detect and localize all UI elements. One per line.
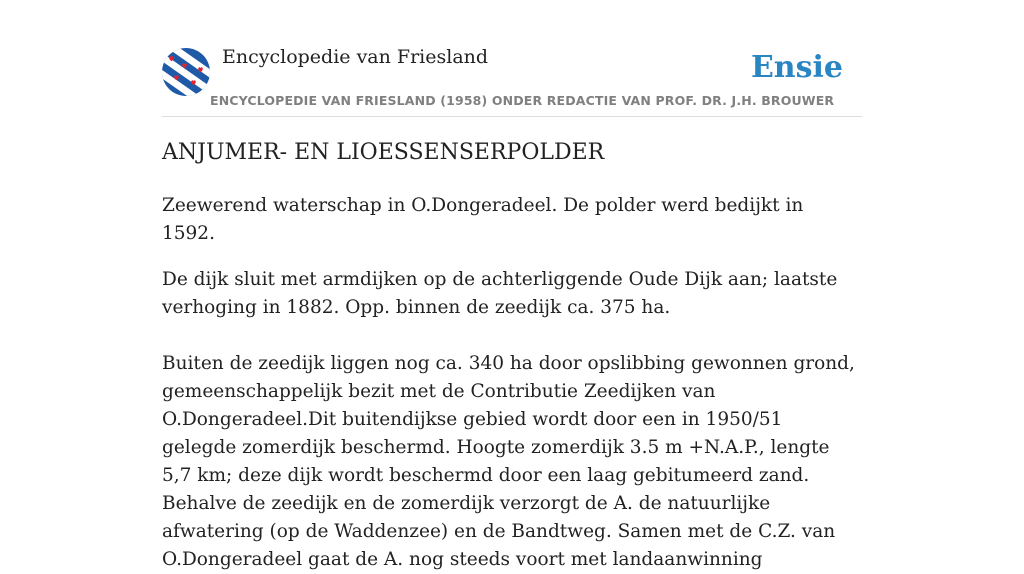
site-header bbox=[162, 46, 862, 117]
article-paragraph: Zeewerend waterschap in O.Dongeradeel. De polder werd bedijkt in 1592. bbox=[162, 195, 804, 244]
article-paragraph: De dijk sluit met armdijken op de achterliggende Oude Dijk aan; laatste verhoging in 1882. Opp. binnen de zeedijk ca. 375 ha. bbox=[162, 269, 838, 318]
article-content bbox=[162, 192, 862, 574]
brand-logo-link[interactable]: Ensie bbox=[750, 50, 843, 85]
site-title-link[interactable]: Encyclopedie van Friesland bbox=[222, 46, 489, 68]
frisian-flag-icon bbox=[162, 48, 210, 96]
site-subtitle: ENCYCLOPEDIE VAN FRIESLAND (1958) ONDER REDACTIE VAN PROF. DR. J.H. BROUWER bbox=[210, 93, 835, 108]
article-title: ANJUMER- EN LIOESSENSERPOLDER bbox=[162, 140, 605, 165]
article-paragraph: Buiten de zeedijk liggen nog ca. 340 ha door opslibbing gewonnen grond, gemeenschappelijk bezit met de Contributie Zeedijken van O.Dongeradeel.Dit buitendijkse gebied wordt door een in 1950/51 gelegde zomerdijk beschermd. Hoogte zomerdijk 3.5 m +N.A.P., lengte 5,7 km; deze dijk wordt beschermd door een laag gebitumeerd zand. Behalve de zeedijk en de zomerdijk verzorgt de A. de natuurlijke afwatering (op de Waddenzee) en de Bandtweg. Samen met de C.Z. van O.Dongeradeel gaat de A. nog steeds voort met landaanwinning bbox=[162, 353, 855, 570]
